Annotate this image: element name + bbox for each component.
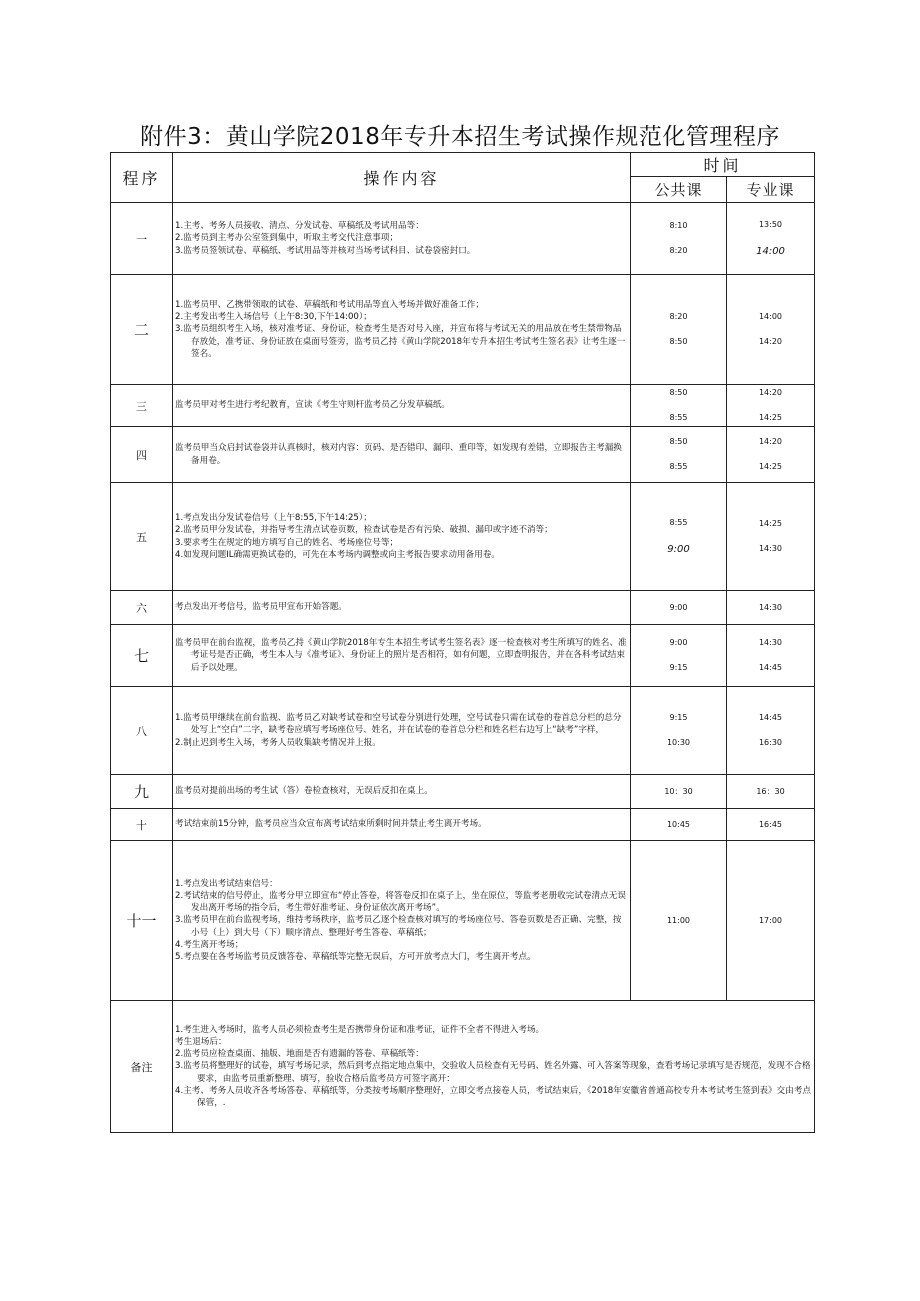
major-course-time: [727, 275, 815, 385]
content-line: 考试结束前15分钟，监考员应当众宣布离考试结束所剩时间并禁止考生离开考场。: [175, 819, 487, 830]
header-major-course: 专业课: [727, 177, 815, 203]
time-value: 9:00: [667, 543, 690, 555]
content-line: 监考员甲在前台监视，监考员乙持《黄山学院2018年专生本招生考试考生签名表》逐一检查核对考生所填写的姓名、准考证号是否正确，考生本人与《准考证》、身份证上的照片是否相符，如有何题，立即查明报告，并在各科考试结束后予以处理。: [175, 638, 627, 673]
table-row: [111, 591, 815, 625]
time-value: 8:55: [669, 462, 688, 471]
operation-content: [173, 591, 631, 625]
content-line: 1.考点发出分发试卷信号（上午8:55,下午14:25）；: [175, 513, 372, 524]
time-value: 10:45: [666, 819, 691, 829]
time-value: 10：30: [664, 786, 693, 796]
public-course-time: [631, 483, 727, 591]
time-value: 14:30: [758, 638, 783, 647]
time-value: 8:10: [669, 221, 688, 230]
header-step: 程序: [111, 153, 173, 203]
operation-content: [173, 625, 631, 687]
content-line: 3.监考员组织考生入场，核对准考证、身份证，检查考生是否对号入座，并宣布将与考试无关的用品放在考生禁带物品存放处，准考证、身份证放在桌面号签旁，监考员乙持《黄山学院2018年专升本招生考试考生签名表》让考生逐一签名。: [175, 324, 626, 359]
table-row: [111, 385, 815, 427]
time-value: 13:50: [758, 219, 783, 229]
operation-content: [173, 775, 631, 809]
public-course-time: [631, 775, 727, 809]
table-row: [111, 275, 815, 385]
step-number: 八: [111, 687, 173, 775]
content-line: 监考员对提前出场的考生试（答）卷检查核对，无误后反扣在桌上。: [175, 786, 433, 797]
major-course-time: [727, 625, 815, 687]
step-number: 十一: [111, 841, 173, 1001]
time-value: 14:00: [758, 312, 783, 321]
note-line: 3.监考员将整理好的试卷，填写考场记录，然后到考点指定地点集中，交验收人员检查有无号码、姓名外露、可入答案等现象，查看考场记录填写是否规范，发现不合格要求，由监考员重新整理、填写，验收合格后监考员方可签字离开：: [175, 1061, 811, 1084]
time-value: 8:50: [669, 337, 688, 346]
operation-content: [173, 427, 631, 483]
major-course-time: [727, 687, 815, 775]
operation-content: [173, 687, 631, 775]
content-line: 1.考点发出考试结束信号：: [175, 878, 278, 889]
time-value: 9:15: [669, 663, 688, 672]
table-row: [111, 625, 815, 687]
step-number: 五: [111, 483, 173, 591]
content-line: 3.监考员签领试卷、草稿纸、考试用品等并核对当场考试科目、试卷袋密封口。: [175, 245, 476, 256]
time-value: 14:30: [758, 602, 783, 612]
content-line: 5.考点要在各考场监考员反馈答卷、草稿纸等完整无误后，方可开放考点大门，考生离开考点。: [175, 952, 536, 962]
time-value: 8:55: [669, 517, 688, 527]
time-value: 14:20: [758, 437, 783, 446]
time-value: 9:00: [669, 638, 688, 647]
table-row: [111, 775, 815, 809]
content-line: 3.要求考生在规定的地方填写自己的姓名、考场座位号等；: [175, 537, 399, 548]
content-line: 4.如发现问题IL确需更换试卷的，可先在本考场内调整或向主考报告要求动用备用卷。: [175, 549, 500, 560]
major-course-time: [727, 809, 815, 841]
header-time: 时间: [631, 153, 815, 177]
major-course-time: [727, 841, 815, 1001]
time-value: 14:25: [758, 413, 783, 422]
time-value: 14:45: [758, 713, 783, 722]
step-number: 一: [111, 203, 173, 275]
content-line: 2.监考员到主考办公室签到集中，听取主考交代注意事项；: [175, 233, 399, 244]
time-value: 14:00: [756, 245, 785, 257]
note-line: 4.主考、考务人员收齐各考场答卷、草稿纸等，分类按考场顺序整理好，立即交考点接卷人员，考试结束后，《2018年安徽省普通高校专升本考试考生签到表》交由考点保管，.: [175, 1085, 811, 1108]
operation-content: [173, 203, 631, 275]
public-course-time: [631, 385, 727, 427]
procedure-table: [110, 152, 815, 1133]
time-value: 9:00: [669, 602, 688, 612]
content-line: 3.监考员甲在前台监视考场，维持考场秩序，监考员乙逐个检查核对填写的考场座位号、答卷页数是否正确、完整，按小号（上）到大号（下）顺序清点、整理好考生答卷、草稿纸；: [175, 915, 622, 938]
table-row: [111, 483, 815, 591]
header-content: 操作内容: [173, 153, 631, 203]
major-course-time: [727, 385, 815, 427]
content-line: 2.制止迟到考生入场，考务人员收集缺考情况并上报。: [175, 737, 381, 748]
content-line: 1.监考员甲继续在前台监视、监考员乙对缺考试卷和空号试卷分别进行处理，空号试卷只需在试卷的卷首总分栏的总分处写上“空白”二字，缺考卷应填写考场座位号、姓名，并在试卷的卷首总分栏和姓名栏右边写上“缺考”字样，: [175, 713, 622, 736]
major-course-time: [727, 427, 815, 483]
table-row: [111, 809, 815, 841]
content-line: 2.考试结束的信号停止，监考分甲立即宣布“停止答卷，将答卷反扣在桌子上，坐在原位，等监考老册收完试卷清点无误发出离开考场的指令后，考生带好准考证、身份证依次离开考场”。: [175, 890, 626, 914]
note-content: [173, 1001, 815, 1133]
content-line: 2.主考发出考生入场信号（上午8:30,下午14:00）；: [175, 312, 372, 323]
step-number: 三: [111, 385, 173, 427]
table-row: [111, 427, 815, 483]
time-value: 14:30: [758, 544, 783, 553]
major-course-time: [727, 483, 815, 591]
major-course-time: [727, 203, 815, 275]
content-line: 1.监考员甲、乙携带领取的试卷、草稿纸和考试用品等直入考场并做好准备工作；: [175, 299, 484, 310]
page-title: 附件3：黄山学院2018年专升本招生考试操作规范化管理程序: [140, 124, 780, 150]
table-row: [111, 203, 815, 275]
public-course-time: [631, 427, 727, 483]
time-value: 10:30: [666, 738, 691, 747]
time-value: 9:15: [669, 713, 688, 722]
public-course-time: [631, 687, 727, 775]
table-row: [111, 687, 815, 775]
time-value: 16：30: [756, 786, 785, 796]
time-value: 8:20: [669, 246, 688, 255]
time-value: 8:55: [669, 413, 688, 422]
time-value: 16:30: [758, 738, 783, 747]
step-number: 十: [111, 809, 173, 841]
time-value: 11:00: [666, 915, 691, 925]
note-line: 2.监考员应检查桌面、抽版、地面是否有遗漏的答卷、草稿纸等：: [175, 1049, 424, 1060]
step-number: 六: [111, 591, 173, 625]
public-course-time: [631, 203, 727, 275]
time-value: 16:45: [758, 819, 783, 829]
note-line: 考生退场后：: [175, 1036, 227, 1047]
step-number: 七: [111, 625, 173, 687]
public-course-time: [631, 275, 727, 385]
operation-content: [173, 841, 631, 1001]
time-value: 8:20: [669, 312, 688, 321]
public-course-time: [631, 809, 727, 841]
operation-content: [173, 275, 631, 385]
content-line: 2.监考员甲分发试卷，并指导考生清点试卷页数，检查试卷是否有污染、破损、漏印或字迹不消等；: [175, 525, 553, 536]
note-line: 1.考生进入考场时，监考人员必须检查考生是否携带身份证和准考证，证件不全者不得进入考场。: [175, 1024, 545, 1035]
time-value: 14:25: [758, 462, 783, 471]
table-row: [111, 841, 815, 1001]
major-course-time: [727, 775, 815, 809]
content-line: 4.考生离开考场；: [175, 939, 244, 950]
time-value: 8:50: [669, 388, 688, 397]
header-public-course: 公共课: [631, 177, 727, 203]
major-course-time: [727, 591, 815, 625]
time-value: 17:00: [758, 915, 783, 925]
step-number: 备注: [111, 1001, 173, 1133]
time-value: 8:50: [669, 437, 688, 446]
public-course-time: [631, 625, 727, 687]
table-row-note: [111, 1001, 815, 1133]
operation-content: [173, 809, 631, 841]
operation-content: [173, 483, 631, 591]
operation-content: [173, 385, 631, 427]
time-value: 14:20: [758, 388, 783, 397]
public-course-time: [631, 591, 727, 625]
time-value: 14:20: [758, 337, 783, 346]
content-line: 监考员甲当众启封试卷袋并认真核时，核对内容：页码、是否错印、漏印、重印等，如发现有差错，立即报告主考漏换备用卷。: [175, 443, 622, 466]
step-number: 二: [111, 275, 173, 385]
step-number: 四: [111, 427, 173, 483]
content-line: 1.主考、考务人员接收、清点、分发试卷、草稿纸及考试用品等：: [175, 221, 424, 232]
content-line: 考点发出开考信号，监考员甲宣布开始答题。: [175, 602, 347, 613]
content-line: 监考员甲对考生进行考纪教育，宣读《考生守则杆监考员乙分发草稿纸。: [175, 400, 451, 411]
step-number: 九: [111, 775, 173, 809]
time-value: 14:45: [758, 663, 783, 672]
time-value: 14:25: [758, 519, 783, 528]
public-course-time: [631, 841, 727, 1001]
